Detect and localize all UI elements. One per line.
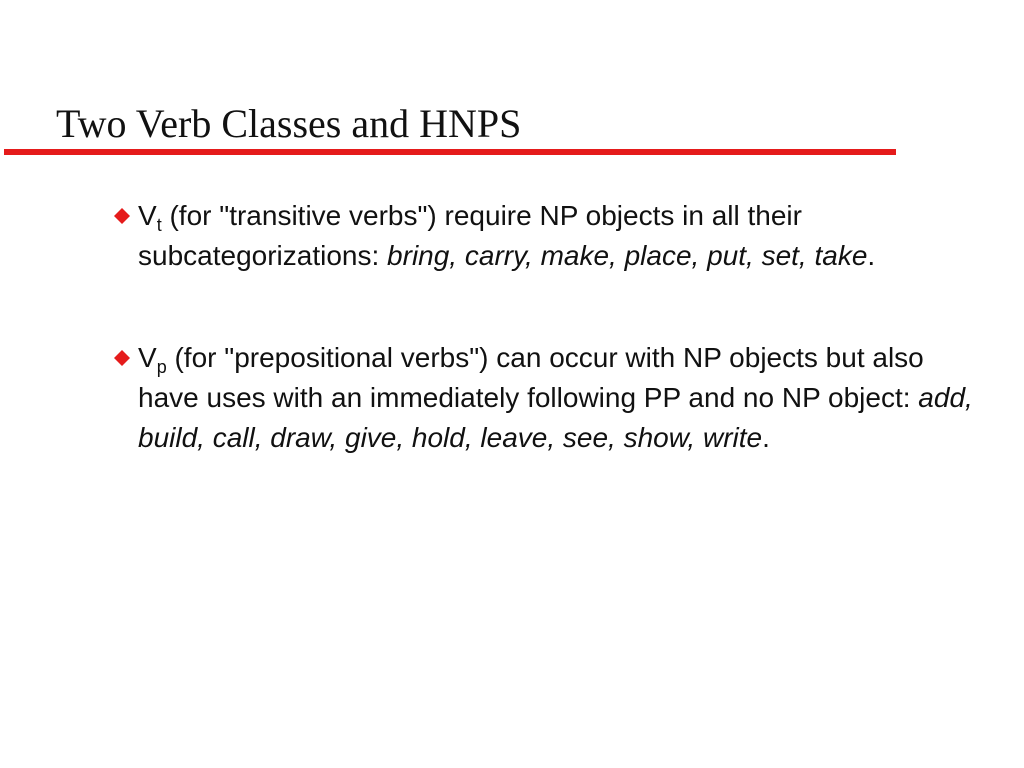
verb-class-symbol: V (138, 200, 157, 231)
bullet-text (138, 342, 973, 453)
verb-examples: bring, carry, make, place, put, set, take (387, 240, 868, 271)
bullet-description: (for "transitive verbs") require NP objects in all their subcategorizations: (138, 200, 802, 271)
bullet-ending: . (867, 240, 876, 271)
bullet-description: (for "prepositional verbs") can occur with NP objects but also have uses with an immediately following PP and no NP object: (138, 342, 924, 413)
bullet-list (112, 196, 982, 458)
verb-examples: add, build, call, draw, give, hold, leave, see, show, write (138, 382, 973, 453)
bullet-item-transitive-verbs (112, 196, 982, 276)
verb-class-symbol: V (138, 342, 157, 373)
verb-class-subscript: t (156, 215, 162, 235)
bullet-text (138, 200, 875, 271)
bullet-ending: . (762, 422, 770, 453)
red-diamond-icon (112, 338, 134, 378)
bullet-item-prepositional-verbs (112, 338, 982, 458)
title-underline (4, 149, 896, 155)
slide-title: Two Verb Classes and HNPS (56, 101, 522, 146)
verb-class-subscript: p (156, 357, 167, 377)
red-diamond-icon (112, 196, 134, 236)
